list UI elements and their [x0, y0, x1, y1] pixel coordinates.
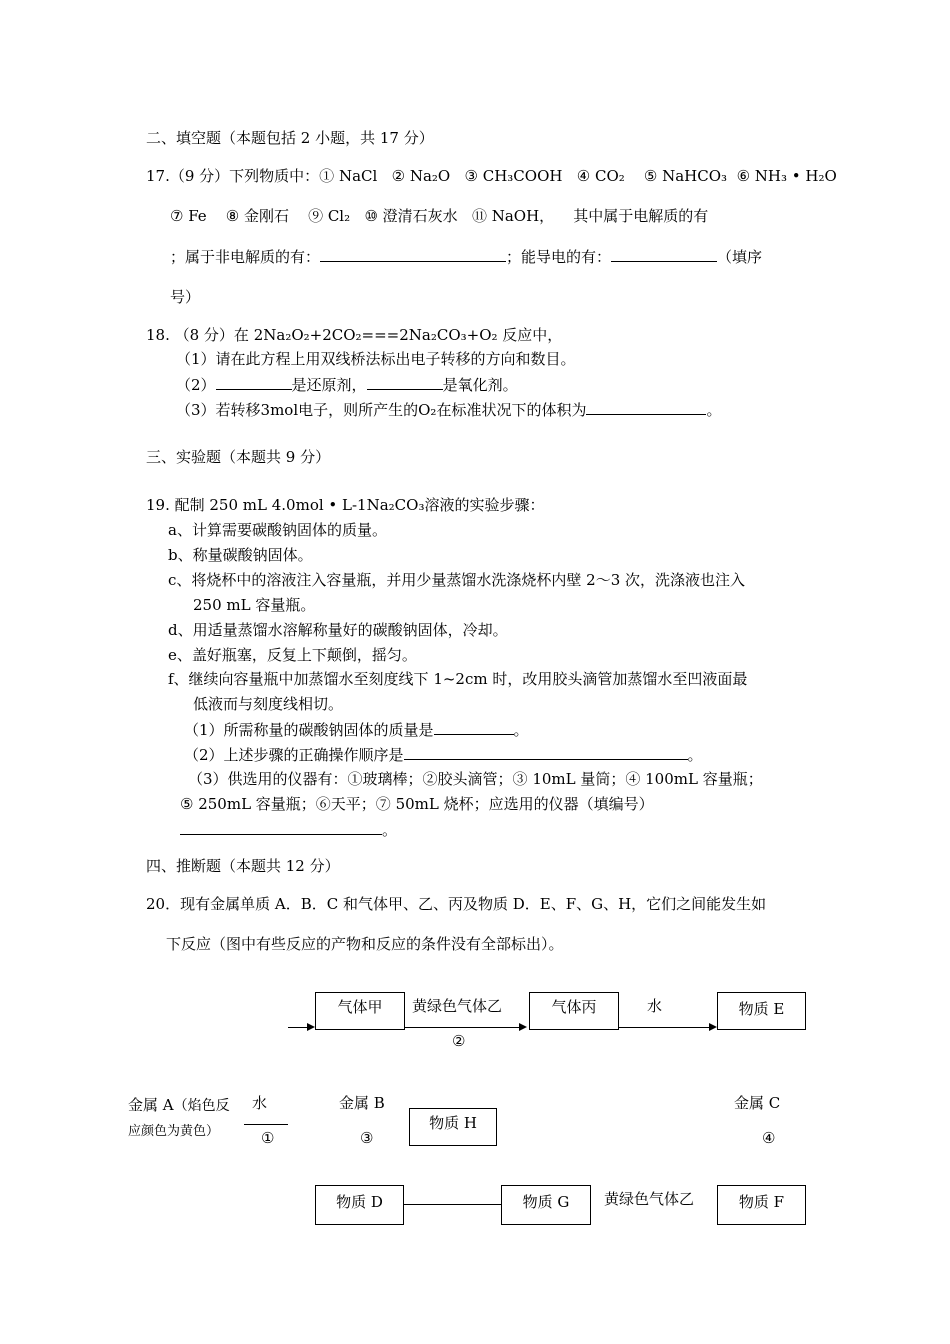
label-water-top: 水 [647, 997, 663, 1015]
question-17-line-4: 号） [170, 288, 201, 306]
q18-p2-prefix: （2） [176, 376, 216, 394]
label-reaction-3: ③ [360, 1129, 374, 1147]
q19-s1-end: 。 [513, 721, 529, 739]
metal-a-name: 金属 A [128, 1096, 174, 1114]
label-reaction-1: ① [261, 1129, 275, 1147]
section-2-heading: 二、填空题（本题包括 2 小题，共 17 分） [146, 129, 434, 147]
question-18-stem: 18. （8 分）在 2Na₂O₂+2CO₂===2Na₂CO₃+O₂ 反应中， [146, 326, 563, 344]
label-reaction-2: ② [452, 1032, 466, 1050]
question-17-line-3 [170, 246, 762, 267]
box-gas-bing [529, 992, 619, 1030]
q17-item: ③ CH₃COOH [464, 167, 563, 185]
q19-step-e: e、盖好瓶塞，反复上下颠倒，摇匀。 [168, 646, 417, 664]
q17-electrolyte-text: 其中属于电解质的有 [573, 207, 709, 225]
box-substance-g-label: 物质 G [522, 1193, 570, 1211]
q17-item: ⑪ NaOH， [471, 207, 555, 225]
q19-instrument-blank[interactable] [180, 819, 382, 835]
q17-nonelectrolyte-blank[interactable] [320, 246, 506, 262]
section-3-heading: 三、实验题（本题共 9 分） [146, 448, 331, 466]
q18-reductant-label: 是还原剂， [291, 376, 367, 394]
q19-s3-end: 。 [382, 821, 398, 839]
q19-sub-3-cont: ⑤ 250mL 容量瓶；⑥天平；⑦ 50mL 烧杯；应选用的仪器（填编号） [180, 795, 654, 813]
question-20-line-1: 20．现有金属单质 A．B．C 和气体甲、乙、丙及物质 D．E、F、G、H，它们之间能发生如 [146, 895, 767, 913]
q19-step-d: d、用适量蒸馏水溶解称量好的碳酸钠固体，冷却。 [168, 621, 508, 639]
q17-item: ⑦ Fe [170, 207, 207, 225]
label-reaction-4: ④ [762, 1129, 776, 1147]
box-substance-f [717, 1185, 806, 1225]
q18-p3-end: 。 [706, 401, 722, 419]
box-substance-h-label: 物质 H [429, 1114, 477, 1132]
label-metal-c: 金属 C [734, 1094, 781, 1112]
box-substance-e [717, 992, 806, 1030]
q17-fill-note: （填序 [717, 248, 763, 266]
q19-order-blank[interactable] [404, 744, 688, 760]
q17-conductive-label: ；能导电的有： [506, 248, 612, 266]
question-17-line-2 [170, 206, 708, 226]
arrow-line [619, 1027, 709, 1028]
q19-s2-text: （2）上述步骤的正确操作顺序是 [184, 746, 404, 764]
label-yellow-green-gas-yi-top: 黄绿色气体乙 [412, 997, 503, 1015]
q17-item: ② Na₂O [391, 167, 451, 185]
box-gas-jia-label: 气体甲 [337, 998, 383, 1016]
q18-oxidant-blank[interactable] [367, 374, 443, 390]
reaction-line-a [244, 1124, 288, 1125]
q18-p3-text: （3）若转移3mol电子，则所产生的O₂在标准状况下的体积为 [176, 401, 587, 419]
arrow-head [709, 1023, 717, 1031]
label-metal-a [128, 1095, 230, 1116]
q19-sub-1 [184, 719, 529, 740]
q19-sub-3: （3）供选用的仪器有：①玻璃棒；②胶头滴管；③ 10mL 量筒；④ 100mL 容量瓶； [188, 770, 763, 788]
q17-conductive-blank[interactable] [611, 246, 717, 262]
question-18-part-1: （1）请在此方程上用双线桥法标出电子转移的方向和数目。 [176, 350, 576, 368]
q17-item: ① NaCl [319, 167, 378, 185]
question-18-part-2 [176, 374, 518, 395]
q19-s2-end: 。 [687, 746, 703, 764]
q17-nonelectrolyte-label: ；属于非电解质的有： [170, 248, 321, 266]
arrow-head [307, 1023, 315, 1031]
label-metal-a-note-cont: 应颜色为黄色） [128, 1124, 220, 1139]
metal-a-note: （焰色反 [173, 1098, 230, 1114]
q17-item: ⑨ Cl₂ [308, 207, 351, 225]
arrow-line [288, 1027, 308, 1028]
q19-step-c-cont: 250 mL 容量瓶。 [193, 596, 316, 614]
question-17-line-1 [146, 166, 837, 186]
box-substance-g [501, 1185, 591, 1225]
q18-reductant-blank[interactable] [216, 374, 292, 390]
q19-mass-blank[interactable] [434, 719, 514, 735]
box-substance-d [315, 1185, 404, 1225]
label-yellow-green-gas-yi-bottom: 黄绿色气体乙 [604, 1190, 695, 1208]
label-metal-b: 金属 B [339, 1094, 385, 1112]
box-gas-bing-label: 气体丙 [551, 998, 597, 1016]
q17-item: ⑤ NaHCO₃ [643, 167, 728, 185]
q19-s1-text: （1）所需称量的碳酸钠固体的质量是 [184, 721, 434, 739]
arrow-line [405, 1027, 519, 1028]
box-substance-d-label: 物质 D [336, 1193, 383, 1211]
label-water-a: 水 [252, 1094, 268, 1112]
q19-step-a: a、计算需要碳酸钠固体的质量。 [168, 521, 387, 539]
box-substance-f-label: 物质 F [738, 1193, 785, 1211]
q19-step-c: c、将烧杯中的溶液注入容量瓶，并用少量蒸馏水洗涤烧杯内壁 2～3 次，洗涤液也注入 [168, 571, 746, 589]
connector-d-g [404, 1204, 501, 1205]
section-4-heading: 四、推断题（本题共 12 分） [146, 857, 340, 875]
q19-sub-3-blank-line [180, 819, 397, 840]
q17-item: ⑩ 澄清石灰水 [364, 207, 458, 225]
question-18-part-3 [176, 399, 721, 420]
q17-item: ⑧ 金刚石 [225, 207, 289, 225]
arrow-head [519, 1023, 527, 1031]
box-substance-e-label: 物质 E [738, 1000, 785, 1018]
q19-sub-2 [184, 744, 703, 765]
question-20-line-2: 下反应（图中有些反应的产物和反应的条件没有全部标出）。 [166, 935, 564, 953]
q17-item: ④ CO₂ [576, 167, 625, 185]
box-substance-h [409, 1108, 497, 1146]
q18-volume-blank[interactable] [586, 399, 706, 415]
question-19-stem: 19. 配制 250 mL 4.0mol • L-1Na₂CO₃溶液的实验步骤： [146, 496, 545, 514]
q19-step-f: f、继续向容量瓶中加蒸馏水至刻度线下 1~2cm 时，改用胶头滴管加蒸馏水至凹液面最 [168, 670, 748, 688]
q17-stem: 17.（9 分）下列物质中： [146, 167, 320, 185]
box-gas-jia [315, 992, 405, 1030]
q17-item: ⑥ NH₃ • H₂O [736, 167, 837, 185]
q19-step-f-cont: 低液而与刻度线相切。 [193, 695, 344, 713]
q19-step-b: b、称量碳酸钠固体。 [168, 546, 313, 564]
q18-oxidant-label: 是氧化剂。 [442, 376, 518, 394]
